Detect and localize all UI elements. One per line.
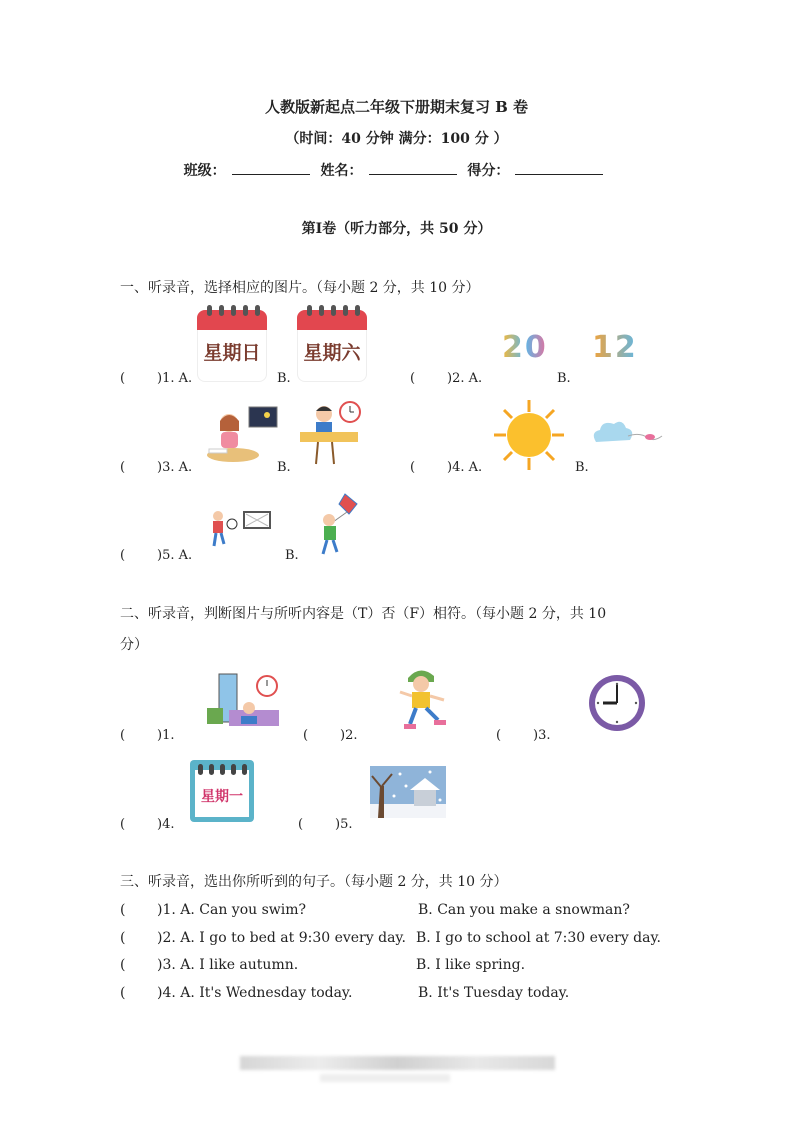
part1-title: 第Ⅰ卷（听力部分，共 50 分） [301,221,492,237]
s1-q3-label: )3. A. [157,460,193,475]
calendar-monday-image [190,760,254,822]
s3-q4-option-a: )4. A. It's Wednesday today. [157,985,353,1001]
section1-heading: 一、听录音，选择相应的图片。（每小题 2 分，共 10 分） [120,280,480,296]
s3-q3-option-b: B. I like spring. [416,957,526,973]
sun-image [492,398,566,472]
s2-q5-label: )5. [335,817,353,832]
s3-q2-option-b: B. I go to school at 7:30 every day. [416,930,661,946]
boy-playing-football-image [208,508,274,550]
s3-q3-paren[interactable]: ( [120,957,126,973]
section2-heading-line1: 二、听录音，判断图片与所听内容是（T）否（F）相符。（每小题 2 分，共 10 [120,606,607,622]
s1-q4-paren[interactable]: ( [410,460,416,475]
calendar-sunday-text: 星期日 [203,342,261,364]
s1-q4-label: )4. A. [447,460,483,475]
snowy-winter-scene-image [370,766,446,818]
blurred-footer-watermark [240,1056,555,1070]
number-20-image: 20 [502,330,548,365]
windy-cloud-image [590,418,664,450]
s2-q2-paren[interactable]: ( [303,728,309,743]
s1-q1-label: )1. A. [157,371,193,386]
s2-q3-paren[interactable]: ( [496,728,502,743]
s1-q5-b-label: B. [285,548,299,563]
boy-waking-up-image [205,672,281,734]
calendar-saturday-text: 星期六 [303,342,361,364]
section2-heading-line2: 分） [120,637,148,653]
s2-q3-label: )3. [533,728,551,743]
s2-q2-label: )2. [340,728,358,743]
s3-q1-option-b: B. Can you make a snowman? [418,902,630,918]
s2-q1-paren[interactable]: ( [120,728,126,743]
s1-q3-paren[interactable]: ( [120,460,126,475]
section3-heading: 三、听录音，选出你所听到的句子。（每小题 2 分，共 10 分） [120,874,508,890]
class-field[interactable] [232,160,310,175]
class-label: 班级： [183,163,226,179]
calendar-monday-text: 星期一 [201,789,243,805]
name-label: 姓名： [320,163,363,179]
s1-q1-paren[interactable]: ( [120,371,126,386]
s2-q4-paren[interactable]: ( [120,817,126,832]
s1-q4-b-label: B. [575,460,589,475]
calendar-saturday-image [297,310,367,382]
s3-q2-paren[interactable]: ( [120,930,126,946]
boy-roller-skating-image [396,666,452,736]
page-title: 人教版新起点二年级下册期末复习 B 卷 [264,98,529,116]
blurred-footer-watermark-2 [320,1074,450,1082]
s3-q3-option-a: )3. A. I like autumn. [157,957,299,973]
girl-eating-dinner-image [205,405,280,465]
number-12-image: 12 [592,330,638,365]
boy-flying-kite-image [315,492,361,558]
s3-q4-paren[interactable]: ( [120,985,126,1001]
student-info-line [0,160,793,180]
s1-q5-paren[interactable]: ( [120,548,126,563]
s2-q4-label: )4. [157,817,175,832]
s2-q1-label: )1. [157,728,175,743]
calendar-sunday-image [197,310,267,382]
score-field[interactable] [515,160,603,175]
s1-q2-b-label: B. [557,371,571,386]
s1-q5-label: )5. A. [157,548,193,563]
clock-nine-oclock-image [587,673,647,733]
name-field[interactable] [369,160,457,175]
s1-q1-b-label: B. [277,371,291,386]
exam-time-score: （时间：40 分钟 满分：100 分 ） [285,131,508,147]
boy-at-breakfast-image [298,400,364,468]
s3-q1-paren[interactable]: ( [120,902,126,918]
s3-q2-option-a: )2. A. I go to bed at 9:30 every day. [157,930,406,946]
score-label: 得分： [467,163,510,179]
s2-q5-paren[interactable]: ( [298,817,304,832]
s1-q2-paren[interactable]: ( [410,371,416,386]
s3-q4-option-b: B. It's Tuesday today. [418,985,570,1001]
s1-q3-b-label: B. [277,460,291,475]
s3-q1-option-a: )1. A. Can you swim? [157,902,307,918]
s1-q2-label: )2. A. [447,371,483,386]
